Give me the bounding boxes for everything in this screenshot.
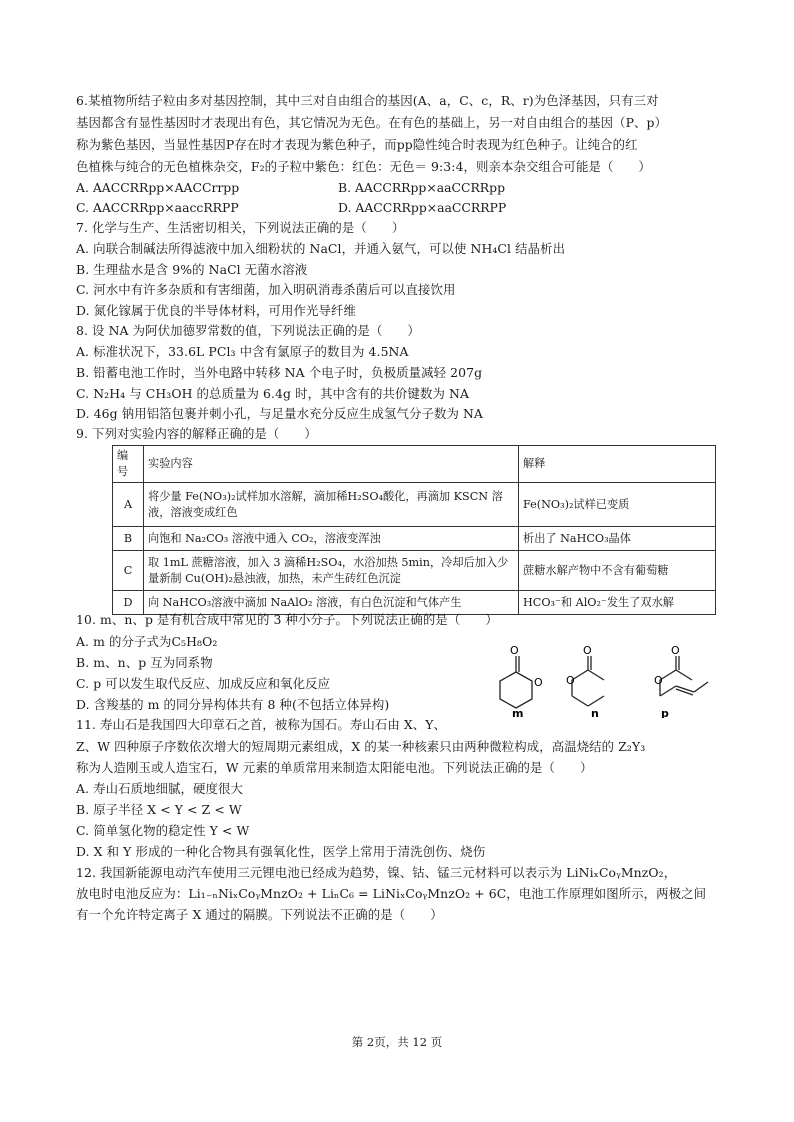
table-header-content: 实验内容: [144, 446, 519, 483]
table-cell-content: 将少量 Fe(NO₃)₂试样加水溶解，滴加稀H₂SO₄酸化，再滴加 KSCN 溶液，溶液变成红色: [144, 483, 519, 527]
molecule-p-oxygen-ester: O: [654, 674, 663, 687]
q10-option-c: C. p 可以发生取代反应、加成反应和氧化反应: [76, 676, 331, 691]
q12-stem-line-1: 12. 我国新能源电动汽车使用三元锂电池已经成为趋势，镍、钴、锰三元材料可以表示为 LiNiₓCoᵧMnzO₂，: [76, 865, 677, 880]
molecule-p-oxygen-carbonyl: O: [671, 644, 680, 657]
q8-option-b: B. 铅蓄电池工作时，当外电路中转移 NA 个电子时，负极质量减轻 207g: [76, 365, 483, 380]
table-row: [113, 551, 716, 591]
q8-option-c: C. N₂H₄ 与 CH₃OH 的总质量为 6.4g 时，其中含有的共价键数为 NA: [76, 386, 470, 401]
q10-option-b: B. m、n、p 互为同系物: [76, 655, 213, 670]
q9-stem: 9. 下列对实验内容的解释正确的是（ ）: [76, 426, 317, 441]
q8-stem: 8. 设 NA 为阿伏加德罗常数的值，下列说法正确的是（ ）: [76, 323, 420, 338]
q11-option-d: D. X 和 Y 形成的一种化合物具有强氧化性，医学上常用于清洗创伤、烧伤: [76, 844, 486, 859]
q6-option-a: A. AACCRRpp×AACCrrpp: [76, 180, 240, 195]
q10-stem: 10. m、n、p 是有机合成中常见的 3 种小分子。下列说法正确的是（ ）: [76, 612, 498, 627]
q11-stem-line-1: 11. 寿山石是我国四大印章石之首，被称为国石。寿山石由 X、Y、: [76, 717, 447, 732]
q7-option-d: D. 氮化镓属于优良的半导体材料，可用作光导纤维: [76, 303, 356, 318]
q6-option-c: C. AACCRRpp×aaccRRPP: [76, 200, 239, 215]
q7-option-a: A. 向联合制碱法所得滤液中加入细粉状的 NaCl，并通入氨气，可以使 NH₄Cl 结晶析出: [76, 241, 566, 256]
molecule-n-oxygen-carbonyl: O: [583, 644, 592, 657]
molecule-p-label: p: [661, 707, 669, 718]
table-cell-id: A: [113, 483, 144, 527]
table-row: [113, 483, 716, 527]
molecule-m: [500, 656, 532, 708]
molecule-n-oxygen-ester: O: [566, 674, 575, 687]
q8-option-d: D. 46g 钠用铝箔包裹并刺小孔，与足量水充分反应生成氢气分子数为 NA: [76, 406, 483, 421]
q7-option-b: B. 生理盐水是含 9%的 NaCl 无菌水溶液: [76, 262, 308, 277]
table-cell-content: 取 1mL 蔗糖溶液，加入 3 滴稀H₂SO₄，水浴加热 5min，冷却后加入少量新制 Cu(OH)₂悬浊液，加热，未产生砖红色沉淀: [144, 551, 519, 591]
q10-option-d: D. 含羧基的 m 的同分异构体共有 8 种(不包括立体异构): [76, 697, 390, 712]
table-cell-explanation: 蔗糖水解产物中不含有葡萄糖: [519, 551, 716, 591]
table-cell-explanation: HCO₃⁻和 AlO₂⁻发生了双水解: [519, 591, 716, 615]
q10-option-a: A. m 的分子式为C₅H₈O₂: [76, 634, 218, 649]
q6-stem-line-4: 色植株与纯合的无色植株杂交，F₂的子粒中紫色：红色：无色＝ 9:3:4，则亲本杂交组合可能是（ ）: [76, 159, 651, 174]
molecule-structures: [488, 640, 728, 718]
molecule-m-oxygen-ring: O: [534, 676, 543, 689]
molecule-n-label: n: [591, 707, 599, 718]
table-cell-explanation: Fe(NO₃)₂试样已变质: [519, 483, 716, 527]
molecule-m-oxygen-carbonyl: O: [510, 644, 519, 657]
q11-option-b: B. 原子半径 X < Y < Z < W: [76, 802, 242, 817]
table-header-id: 编号: [113, 446, 144, 483]
q11-stem-line-2: Z、W 四种原子序数依次增大的短周期元素组成，X 的某一种核素只由两种微粒构成，高温烧结的 Z₂Y₃: [76, 739, 646, 754]
molecule-n: [572, 656, 604, 706]
q6-stem-line-1: 6.某植物所结子粒由多对基因控制，其中三对自由组合的基因(A、a，C、c，R、r)为色泽基因，只有三对: [76, 93, 659, 108]
table-header-explanation: 解释: [519, 446, 716, 483]
q7-stem: 7. 化学与生产、生活密切相关，下列说法正确的是（ ）: [76, 220, 405, 235]
q11-option-c: C. 简单氢化物的稳定性 Y < W: [76, 823, 250, 838]
page-footer: 第 2页，共 12 页: [351, 1035, 443, 1049]
table-cell-id: C: [113, 551, 144, 591]
molecule-m-label: m: [512, 707, 524, 718]
q6-option-b: B. AACCRRpp×aaCCRRpp: [338, 180, 506, 195]
table-row: [113, 527, 716, 551]
q8-option-a: A. 标准状况下，33.6L PCl₃ 中含有氯原子的数目为 4.5NA: [76, 344, 409, 359]
q12-stem-line-3: 有一个允许特定离子 X 通过的隔膜。下列说法不正确的是（ ）: [76, 907, 443, 922]
q6-stem-line-3: 称为紫色基因，当显性基因P存在时才表现为紫色种子，而pp隐性纯合时表现为红色种子。让纯合的红: [76, 137, 638, 152]
molecule-p: [660, 656, 708, 696]
table-cell-explanation: 析出了 NaHCO₃晶体: [519, 527, 716, 551]
table-cell-content: 向饱和 Na₂CO₃ 溶液中通入 CO₂，溶液变浑浊: [144, 527, 519, 551]
q9-table: [112, 445, 716, 615]
table-header-row: [113, 446, 716, 483]
q12-stem-line-2: 放电时电池反应为：Li₁₋ₙNiₓCoᵧMnzO₂ + LiₙC₆ = LiNiₓCoᵧMnzO₂ + 6C，电池工作原理如图所示，两极之间: [76, 886, 707, 901]
q11-option-a: A. 寿山石质地细腻，硬度很大: [76, 781, 244, 796]
q7-option-c: C. 河水中有许多杂质和有害细菌，加入明矾消毒杀菌后可以直接饮用: [76, 282, 456, 297]
table-cell-id: B: [113, 527, 144, 551]
table-cell-id: D: [113, 591, 144, 615]
q11-stem-line-3: 称为人造刚玉或人造宝石，W 元素的单质常用来制造太阳能电池。下列说法正确的是（ ）: [76, 760, 593, 775]
table-cell-content: 向 NaHCO₃溶液中滴加 NaAlO₂ 溶液，有白色沉淀和气体产生: [144, 591, 519, 615]
q6-option-d: D. AACCRRpp×aaCCRRPP: [338, 200, 507, 215]
q6-stem-line-2: 基因都含有显性基因时才表现出有色，其它情况为无色。在有色的基础上，另一对自由组合的基因（P、p）: [76, 115, 668, 130]
